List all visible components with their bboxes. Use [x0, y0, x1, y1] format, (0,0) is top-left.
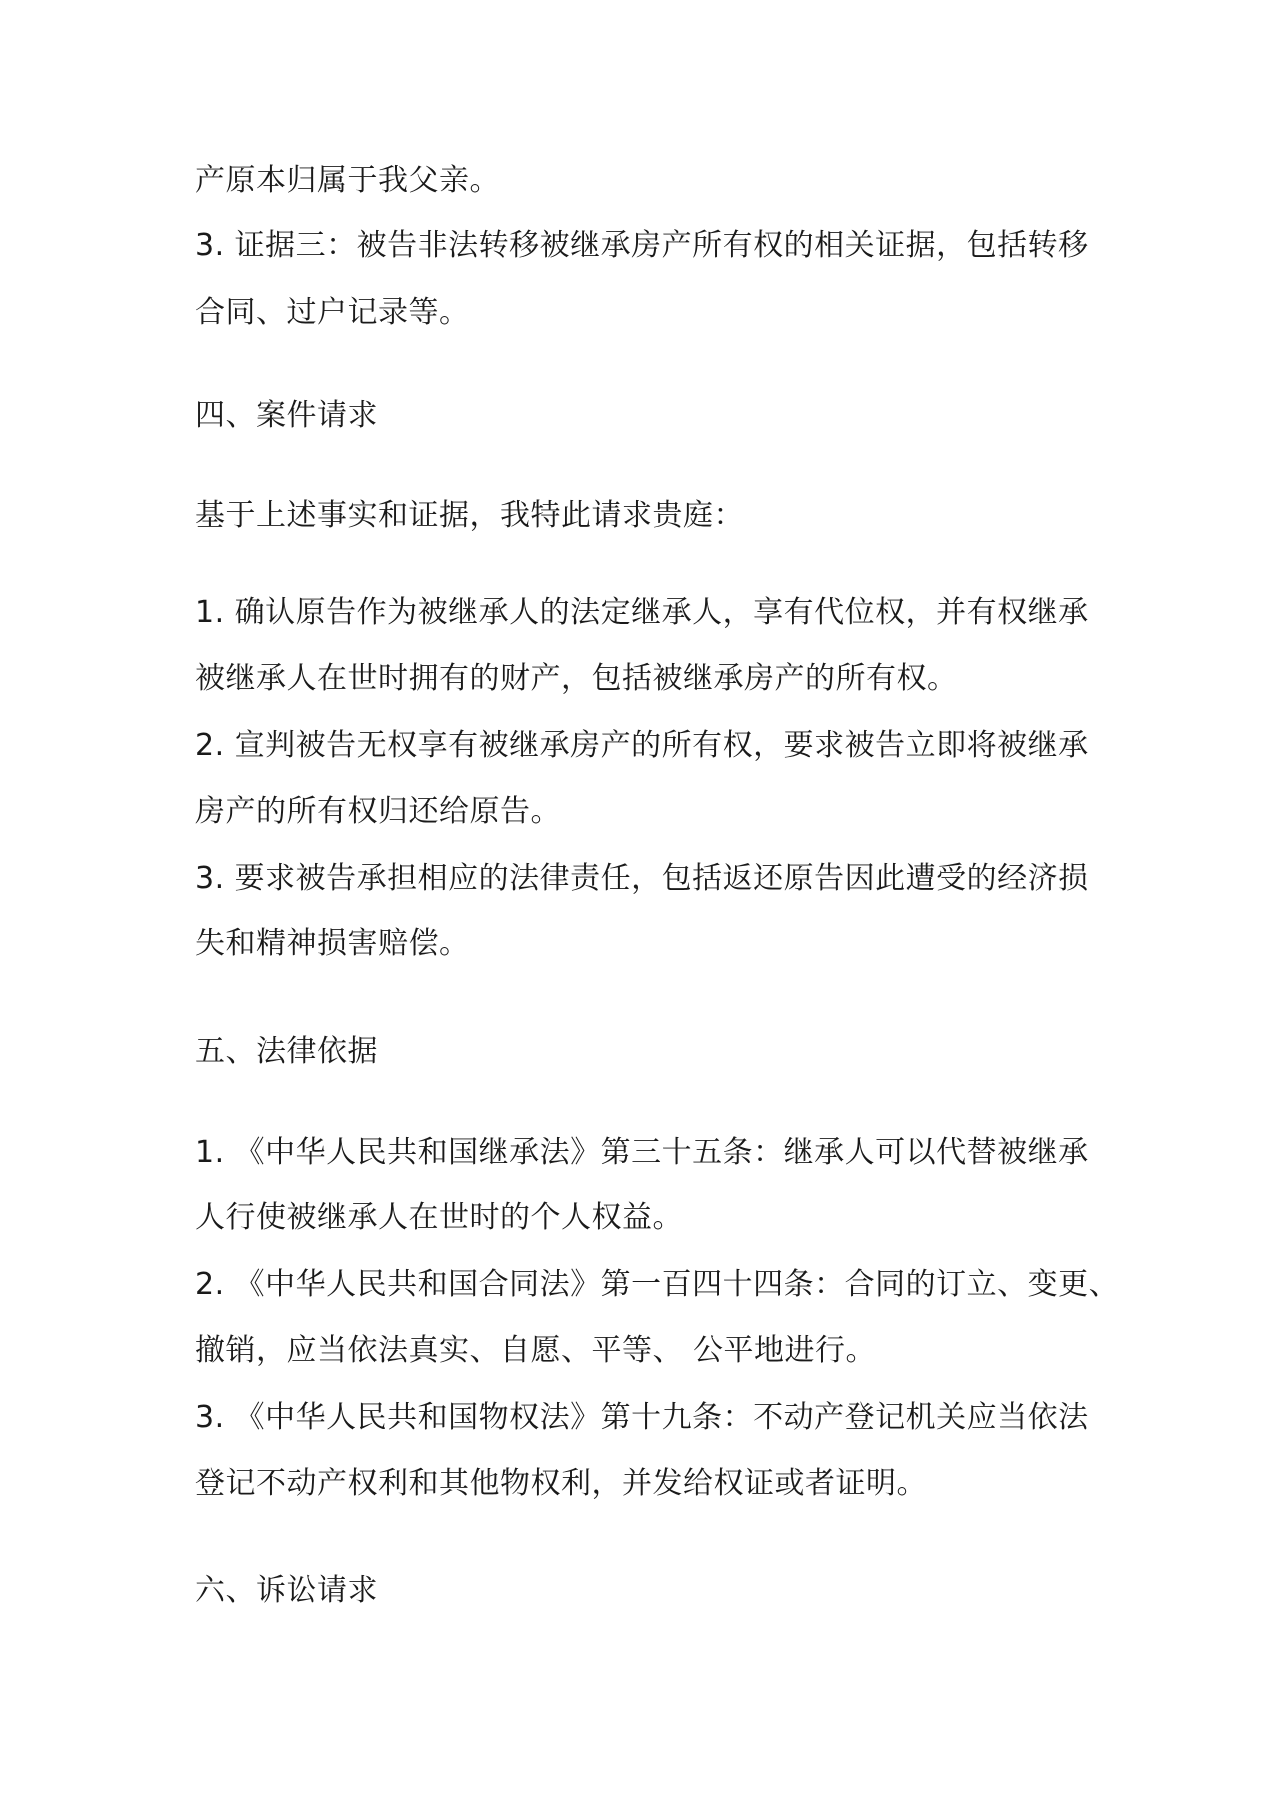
- request-item-3-line-1: 3. 要求被告承担相应的法律责任，包括返还原告因此遭受的经济损: [195, 861, 1089, 896]
- evidence-item-3-line-1: 3. 证据三：被告非法转移被继承房产所有权的相关证据，包括转移: [195, 228, 1089, 263]
- evidence-item-3-line-2: 合同、过户记录等。: [195, 295, 470, 330]
- request-item-3-line-2: 失和精神损害赔偿。: [195, 926, 470, 961]
- request-item-1-line-2: 被继承人在世时拥有的财产，包括被继承房产的所有权。: [195, 661, 958, 696]
- request-item-1-line-1: 1. 确认原告作为被继承人的法定继承人，享有代位权，并有权继承: [195, 595, 1089, 630]
- legal-item-1-line-2: 人行使被继承人在世时的个人权益。: [195, 1200, 683, 1235]
- legal-item-1-line-1: 1. 《中华人民共和国继承法》第三十五条：继承人可以代替被继承: [195, 1135, 1089, 1170]
- legal-item-3-line-1: 3. 《中华人民共和国物权法》第十九条：不动产登记机关应当依法: [195, 1400, 1089, 1435]
- section-heading-legal-basis: 五、法律依据: [195, 1034, 378, 1069]
- paragraph-line: 产原本归属于我父亲。: [195, 163, 500, 198]
- section-heading-litigation-request: 六、诉讼请求: [195, 1573, 378, 1608]
- request-item-2-line-1: 2. 宣判被告无权享有被继承房产的所有权，要求被告立即将被继承: [195, 728, 1089, 763]
- section-heading-case-request: 四、案件请求: [195, 398, 378, 433]
- request-intro: 基于上述事实和证据，我特此请求贵庭：: [195, 498, 744, 533]
- request-item-2-line-2: 房产的所有权归还给原告。: [195, 794, 561, 829]
- legal-item-3-line-2: 登记不动产权利和其他物权利，并发给权证或者证明。: [195, 1466, 927, 1501]
- legal-item-2-line-2: 撤销，应当依法真实、自愿、平等、 公平地进行。: [195, 1333, 877, 1368]
- legal-item-2-line-1: 2. 《中华人民共和国合同法》第一百四十四条：合同的订立、变更、: [195, 1267, 1120, 1302]
